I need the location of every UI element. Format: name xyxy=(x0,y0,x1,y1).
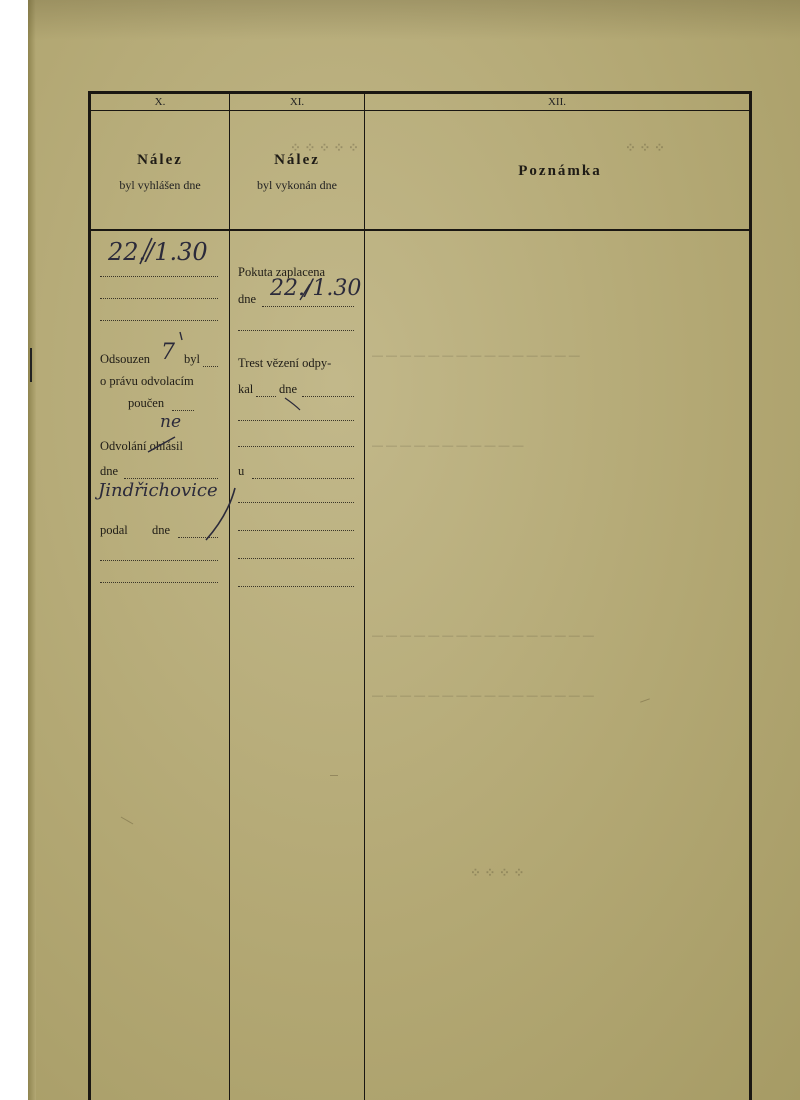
at-label: u xyxy=(238,464,245,478)
show-through-mark: ⁘ ⁘ ⁘ xyxy=(625,140,665,155)
filed-date-label: dne xyxy=(152,523,171,537)
handwritten-number: 7 xyxy=(161,340,175,365)
appeal-label: Odvolání ohlásil xyxy=(100,439,183,453)
dotted-line xyxy=(302,396,354,397)
column-divider xyxy=(364,94,365,1100)
show-through-lines: — — — — — — — — — — — — — — — — xyxy=(372,630,594,642)
number-row-divider xyxy=(91,110,749,111)
prison-date-label: dne xyxy=(279,382,298,396)
dotted-line xyxy=(238,530,354,531)
handwritten-date: 22./1.30 xyxy=(270,276,362,301)
date-label: dne xyxy=(100,464,119,478)
column-number: X. xyxy=(154,96,166,108)
dotted-line xyxy=(100,320,218,321)
appeal-rights-label: o právu odvolacím xyxy=(100,374,194,388)
prison-served-label: kal xyxy=(238,382,254,396)
sentenced-label: Odsouzen xyxy=(100,352,150,366)
handwritten-correction: ne xyxy=(160,412,182,432)
fine-date-label: dne xyxy=(238,292,257,306)
dotted-line xyxy=(203,366,218,367)
margin-mark xyxy=(30,348,32,382)
dotted-line xyxy=(238,330,354,331)
instructed-label: poučen xyxy=(128,396,165,410)
column-subtitle: byl vyhlášen dne xyxy=(119,178,201,192)
dotted-line xyxy=(238,586,354,587)
prison-label: Trest vězení odpy- xyxy=(238,356,332,370)
column-number: XI. xyxy=(289,96,305,108)
filed-label: podal xyxy=(100,523,128,537)
dotted-line xyxy=(100,298,218,299)
handwritten-signature: Jindřichovice xyxy=(98,480,218,501)
show-through-mark: ⁘ ⁘ ⁘ ⁘ xyxy=(470,865,525,880)
header-divider xyxy=(91,229,749,231)
dotted-line xyxy=(252,478,354,479)
dotted-line xyxy=(178,537,218,538)
dotted-line xyxy=(256,396,276,397)
sentenced-suffix: byl xyxy=(184,352,200,366)
column-title: Nález xyxy=(274,152,320,168)
dotted-line xyxy=(238,502,354,503)
paper-fold-shadow xyxy=(28,0,800,40)
dotted-line xyxy=(238,446,354,447)
dotted-line xyxy=(124,478,218,479)
column-divider xyxy=(229,94,230,1100)
dotted-line xyxy=(100,560,218,561)
column-subtitle: byl vykonán dne xyxy=(257,178,337,192)
dotted-line xyxy=(262,306,354,307)
column-title: Nález xyxy=(137,152,183,168)
paper-edge xyxy=(28,0,36,1100)
column-title: Poznámka xyxy=(518,163,602,179)
fine-paid-label: Pokuta zaplacena xyxy=(238,265,326,279)
show-through-lines: — — — — — — — — — — — — — — — — xyxy=(372,690,594,702)
handwritten-date: 22./1.30 xyxy=(108,238,208,266)
dotted-line xyxy=(238,558,354,559)
show-through-mark: ⁘ ⁘ ⁘ ⁘ ⁘ xyxy=(290,140,359,155)
show-through-lines: — — — — — — — — — — — — — — — xyxy=(372,350,580,362)
dotted-line xyxy=(100,582,218,583)
show-through-lines: — — — — — — — — — — — xyxy=(372,440,524,452)
dotted-line xyxy=(238,420,354,421)
dotted-line xyxy=(100,276,218,277)
column-number: XII. xyxy=(547,96,567,108)
dotted-line xyxy=(172,410,194,411)
